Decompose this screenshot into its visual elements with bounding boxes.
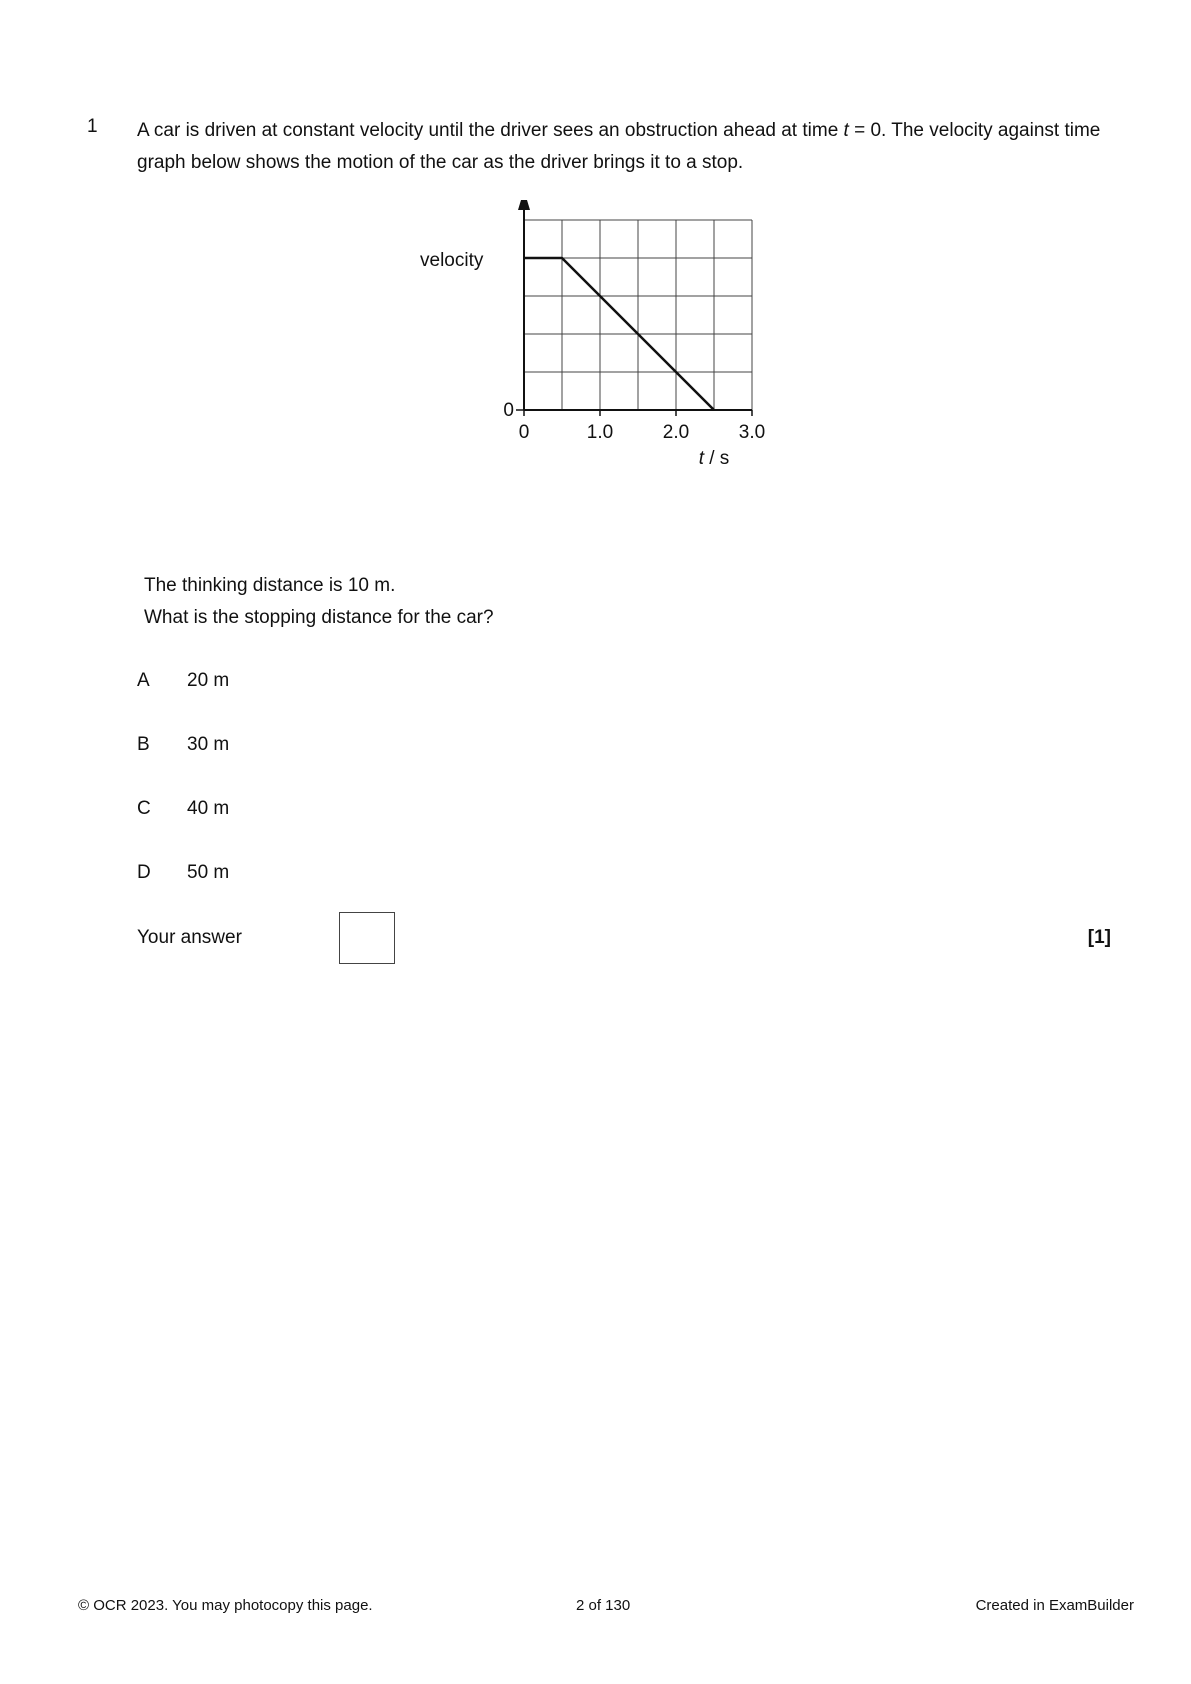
- x-axis-label-unit: / s: [703, 448, 730, 469]
- question-stem: [137, 115, 1127, 179]
- your-answer-label: Your answer: [137, 927, 242, 948]
- option-letter: C: [137, 798, 151, 819]
- velocity-time-graph-svg: [420, 200, 840, 510]
- option-text: 20 m: [187, 670, 230, 691]
- option-letter: A: [137, 670, 150, 691]
- option-letter: D: [137, 862, 151, 883]
- option-letter: B: [137, 734, 150, 755]
- y-axis-label: velocity: [420, 250, 484, 271]
- x-axis-label-variable: t: [698, 448, 704, 469]
- x-tick-label: 1.0: [586, 422, 614, 443]
- option-text: 30 m: [187, 734, 230, 755]
- option-text: 50 m: [187, 862, 230, 883]
- velocity-time-graph: [420, 200, 840, 510]
- footer-credit: Created in ExamBuilder: [975, 1597, 1134, 1614]
- y-axis-arrow-icon: [518, 200, 530, 210]
- question-prompt: What is the stopping distance for the car?: [144, 607, 494, 628]
- x-tick-label: 3.0: [738, 422, 766, 443]
- x-tick-label: 2.0: [662, 422, 690, 443]
- question-stem-variable: t: [843, 120, 849, 141]
- option-b: [137, 734, 229, 756]
- option-a: [137, 670, 229, 692]
- y-tick-label: 0: [503, 400, 514, 421]
- answer-box[interactable]: [339, 912, 395, 964]
- x-tick-label: 0: [518, 422, 530, 443]
- question-stem-part1: A car is driven at constant velocity until the driver sees an obstruction ahead at time: [137, 120, 844, 141]
- footer-page-number: 2 of 130: [576, 1597, 631, 1614]
- footer-copyright: © OCR 2023. You may photocopy this page.: [78, 1597, 373, 1614]
- option-text: 40 m: [187, 798, 230, 819]
- question-number: 1: [87, 116, 98, 137]
- question-stem-part2: = 0. The velocity against time graph below shows the motion of the car as the driver brings it to a stop.: [137, 120, 1101, 173]
- x-axis-label: [699, 448, 730, 469]
- thinking-distance-statement: The thinking distance is 10 m.: [144, 575, 396, 596]
- marks-indicator: [1]: [1087, 927, 1111, 948]
- option-d: [137, 862, 229, 884]
- option-c: [137, 798, 229, 820]
